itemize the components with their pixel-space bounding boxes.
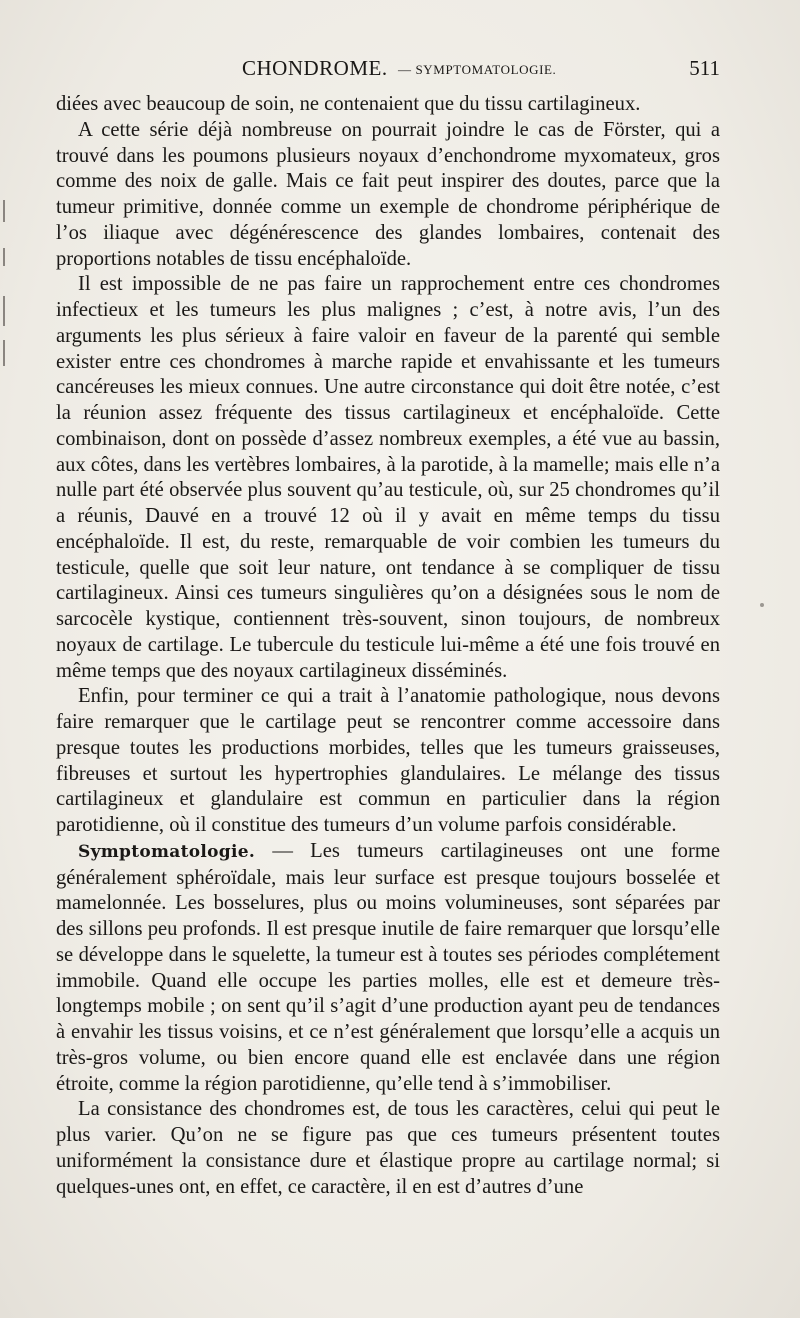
- header-subtitle: SYMPTOMATOLOGIE.: [415, 62, 557, 77]
- page-edge-marks: [0, 0, 12, 1318]
- paragraph-symptomatology: [56, 839, 720, 1098]
- paragraph-consistance: La consistance des chondromes est, de tous les caractères, celui qui peut le plus varier. Qu’on ne se figure pas que ces tumeurs présentent toutes uniformément la consistance dure et élastique propre au cartilage normal; si quelques-unes ont, en effet, ce caractère, il en est d’autres d’une: [56, 1098, 720, 1198]
- symptomatology-text: — Les tumeurs cartilagineuses ont une forme généralement sphéroïdale, mais leur surface est presque toujours bosselée et mamelonnée. Les bosselures, plus ou moins volumineuses, sont séparées par des sillons peu profonds. Il est presque inutile de faire remarquer que lorsqu’elle se développe dans le squelette, la tumeur est à toutes ses périodes complétement immobile. Quand elle occupe les parties molles, elle est et demeure très-longtemps mobile ; on sent qu’il s’agit d’une production ayant peu de tendances à envahir les tissus voisins, et ce n’est généralement que lorsqu’elle a acquis un très-gros volume, ou bien encore quand elle est enclavée dans une région étroite, comme la région parotidienne, qu’elle tend à s’immobiliser.: [56, 839, 720, 1095]
- paragraph-continuation: diées avec beaucoup de soin, ne contenaient que du tissu cartilagineux.: [56, 93, 641, 115]
- page-number: 511: [689, 56, 720, 80]
- running-header: [56, 54, 720, 84]
- body-text: [56, 92, 720, 1200]
- running-subtitle: [398, 62, 556, 78]
- paragraph-forster: A cette série déjà nombreuse on pourrait joindre le cas de Förster, qui a trouvé dans les poumons plusieurs noyaux d’enchondrome myxomateux, gros comme des noix de galle. Mais ce fait peut inspirer des doutes, parce que la tumeur primitive, donnée comme un exemple de chondrome périphérique de l’os iliaque avec dégénérescence des glandes lombaires, contenait des proportions notables de tissu encéphaloïde.: [56, 118, 720, 270]
- paragraph-accessory-cartilage: Enfin, pour terminer ce qui a trait à l’anatomie pathologique, nous devons faire remarquer que le cartilage peut se rencontrer comme accessoire dans presque toutes les productions morbides, telles que les tumeurs graisseuses, fibreuses et surtout les hypertrophies glandulaires. Le mélange des tissus cartilagineux et glandulaire est commun en particulier dans la région parotidienne, où il constitue des tumeurs d’un volume parfois considérable.: [56, 685, 720, 836]
- paragraph-infectious-chondromes: Il est impossible de ne pas faire un rapprochement entre ces chondromes infectieux et les tumeurs les plus malignes ; c’est, à notre avis, l’un des arguments les plus sérieux à faire valoir en faveur de la parenté qui semble exister entre ces chondromes à marche rapide et envahissante et les tumeurs cancéreuses les mieux connues. Une autre circonstance qui doit être notée, c’est la réunion assez fréquente des tissus cartilagineux et encéphaloïde. Cette combinaison, dont on possède d’assez nombreux exemples, a été vue au bassin, aux côtes, dans les vertèbres lombaires, à la parotide, à la mamelle; mais elle n’a nulle part été observée plus souvent qu’au testicule, où, sur 25 chondromes qu’il a réunis, Dauvé en a trouvé 12 où il y avait en même temps du tissu encéphaloïde. Il est, du reste, remarquable de voir combien les tumeurs du testicule, quelle que soit leur nature, ont tendance à se compliquer de tissu cartilagineux. Ainsi ces tumeurs singulières qu’on a désignées sous le nom de sarcocèle kystique, contiennent très-souvent, sinon toujours, de nombreux noyaux de cartilage. Le tubercule du testicule lui-même a été une fois trouvé en même temps que des noyaux cartilagineux disséminés.: [56, 273, 720, 682]
- header-dash: —: [398, 62, 412, 77]
- running-title: CHONDROME.: [242, 56, 388, 80]
- paper-speck: [760, 603, 764, 607]
- section-heading-symptomatologie: Symptomatologie.: [78, 841, 256, 862]
